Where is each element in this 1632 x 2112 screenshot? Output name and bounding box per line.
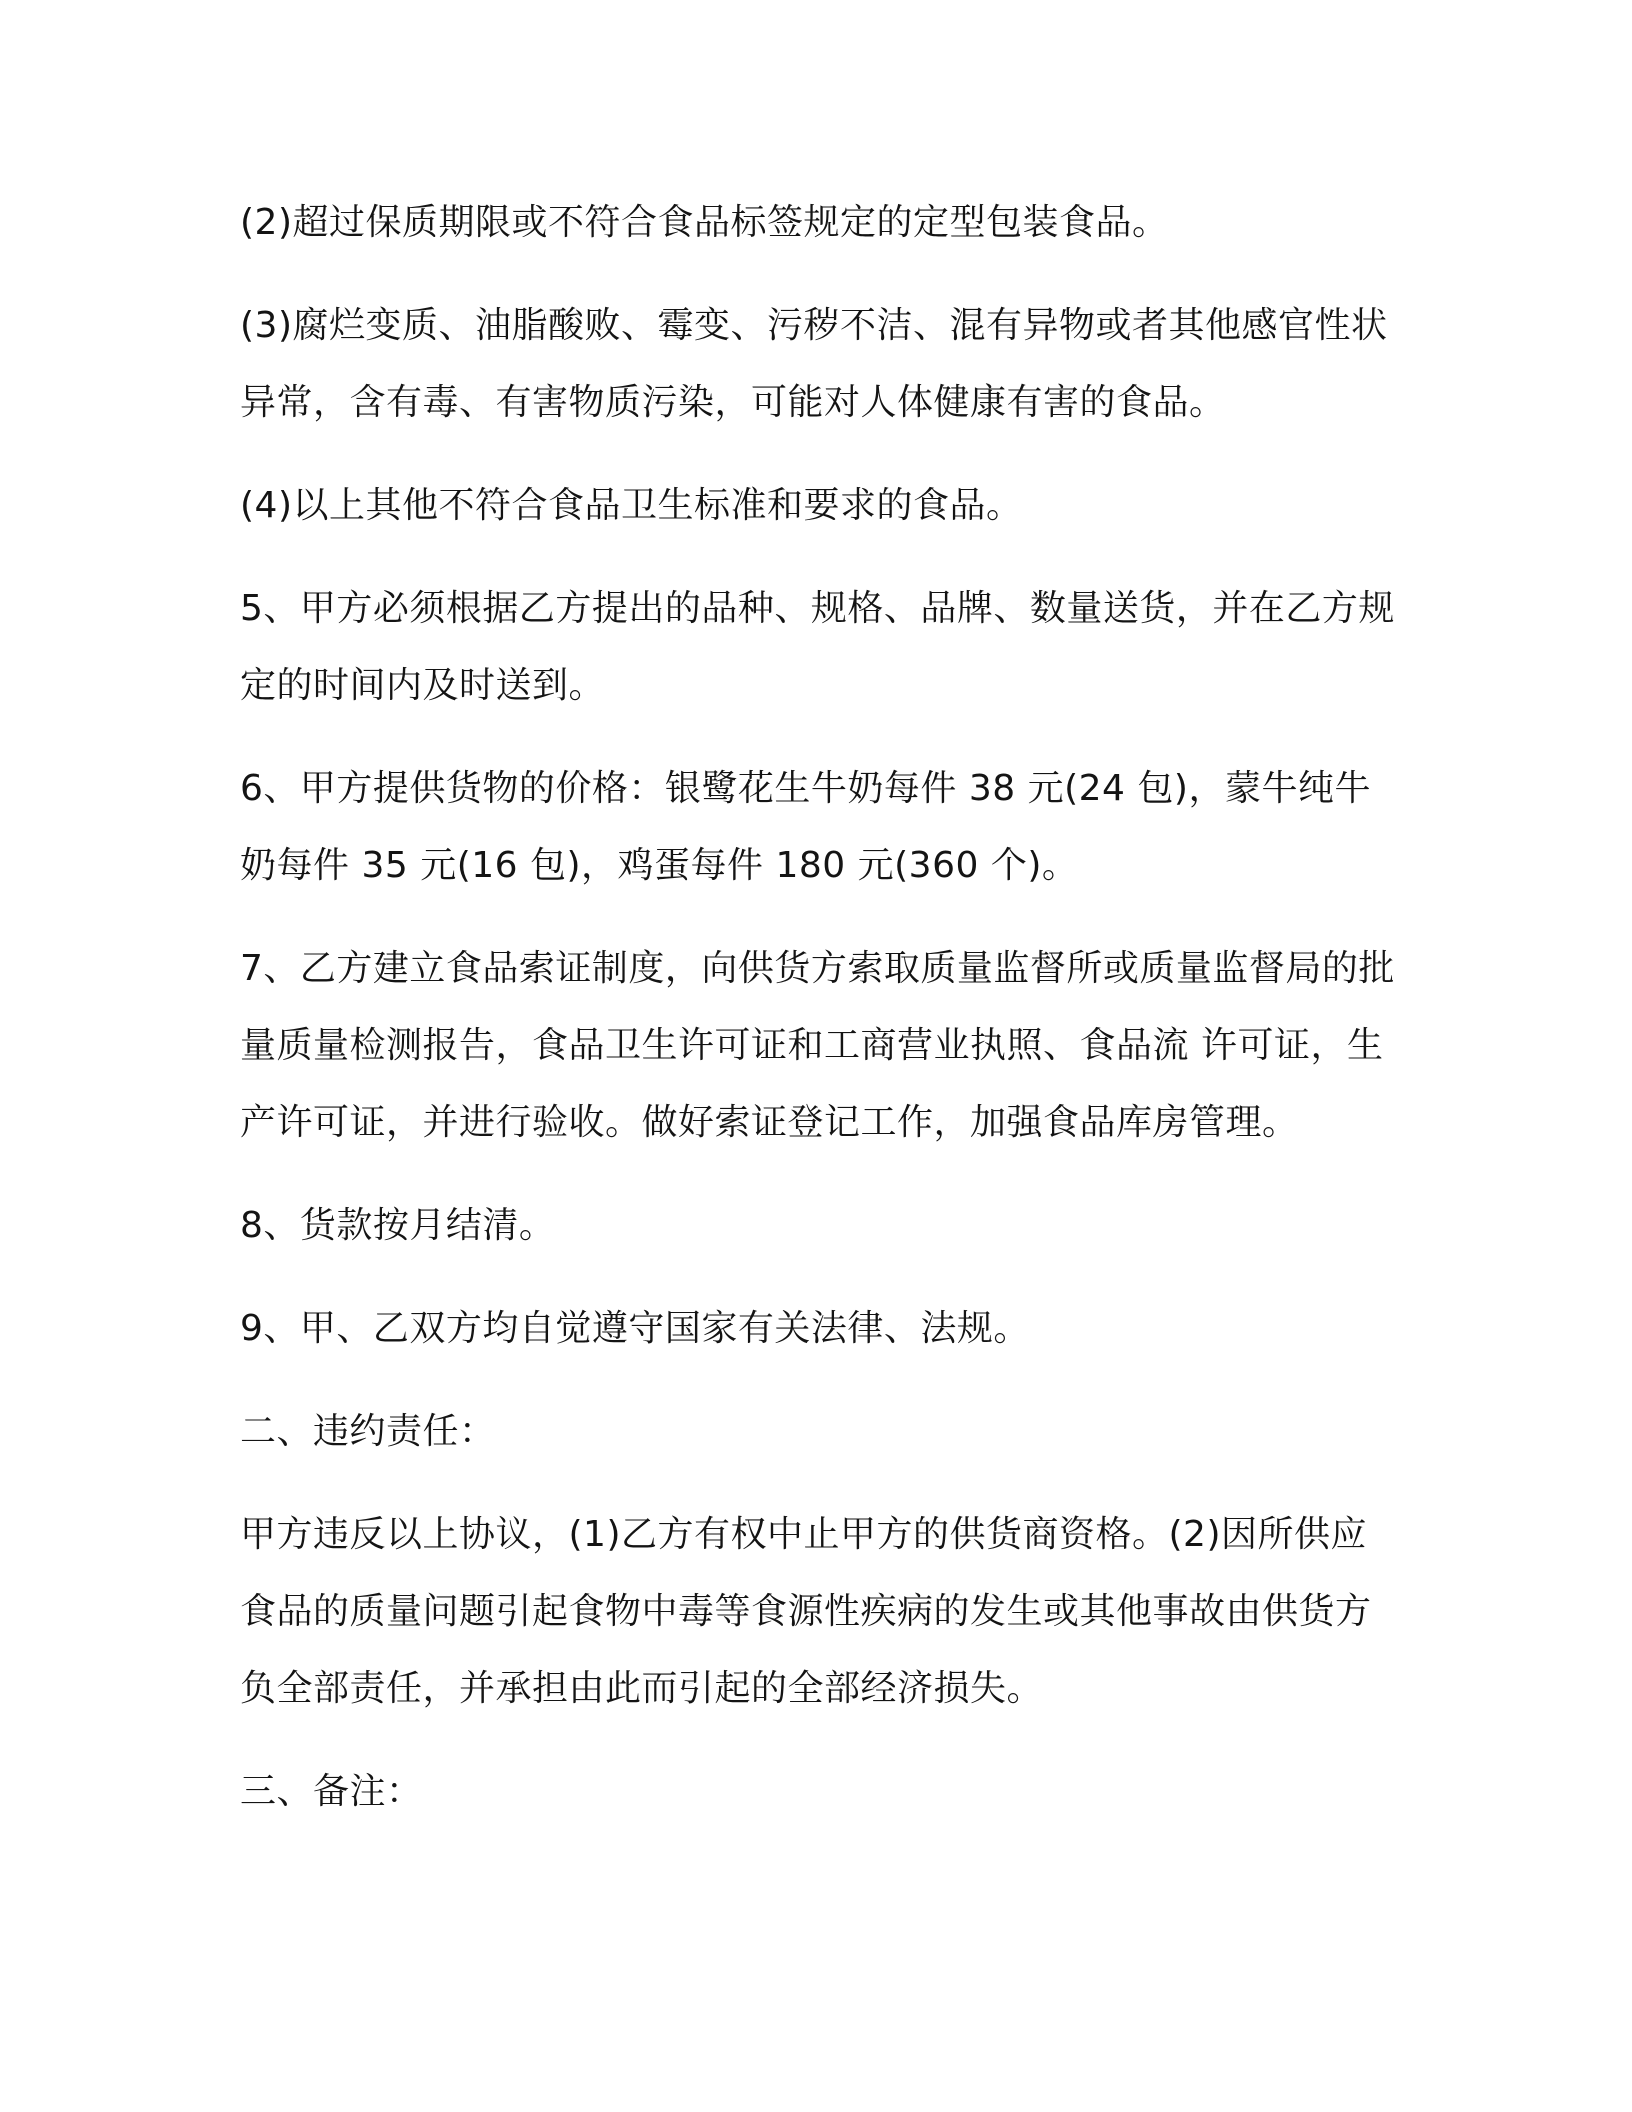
clause-7-certification: 7、乙方建立食品索证制度，向供货方索取质量监督所或质量监督局的批量质量检测报告，食品卫生许可证和工商营业执照、食品流 许可证，生产许可证，并进行验收。做好索证登记工作，加强食品库房管理。 — [240, 948, 1395, 1143]
clause-2-expired-food: (2)超过保质期限或不符合食品标签规定的定型包装食品。 — [240, 202, 1169, 243]
clause-3-spoiled-food: (3)腐烂变质、油脂酸败、霉变、污秽不洁、混有异物或者其他感官性状异常，含有毒、有害物质污染，可能对人体健康有害的食品。 — [240, 305, 1388, 423]
clause-9-compliance: 9、甲、乙双方均自觉遵守国家有关法律、法规。 — [240, 1308, 1030, 1349]
section-heading-remarks: 三、备注： — [240, 1771, 423, 1812]
clause-6-prices: 6、甲方提供货物的价格：银鹭花生牛奶每件 38 元(24 包)，蒙牛纯牛奶每件 35 元(16 包)，鸡蛋每件 180 元(360 个)。 — [240, 768, 1371, 886]
clause-5-delivery: 5、甲方必须根据乙方提出的品种、规格、品牌、数量送货，并在乙方规定的时间内及时送到。 — [240, 588, 1395, 706]
liability-text: 甲方违反以上协议，(1)乙方有权中止甲方的供货商资格。(2)因所供应食品的质量问题引起食物中毒等食源性疾病的发生或其他事故由供货方负全部责任，并承担由此而引起的全部经济损失。 — [240, 1514, 1372, 1709]
document-body — [240, 184, 1400, 1830]
clause-8-payment: 8、货款按月结清。 — [240, 1205, 556, 1246]
clause-4-other-nonstandard-food: (4)以上其他不符合食品卫生标准和要求的食品。 — [240, 485, 1023, 526]
section-heading-liability: 二、违约责任： — [240, 1411, 496, 1452]
